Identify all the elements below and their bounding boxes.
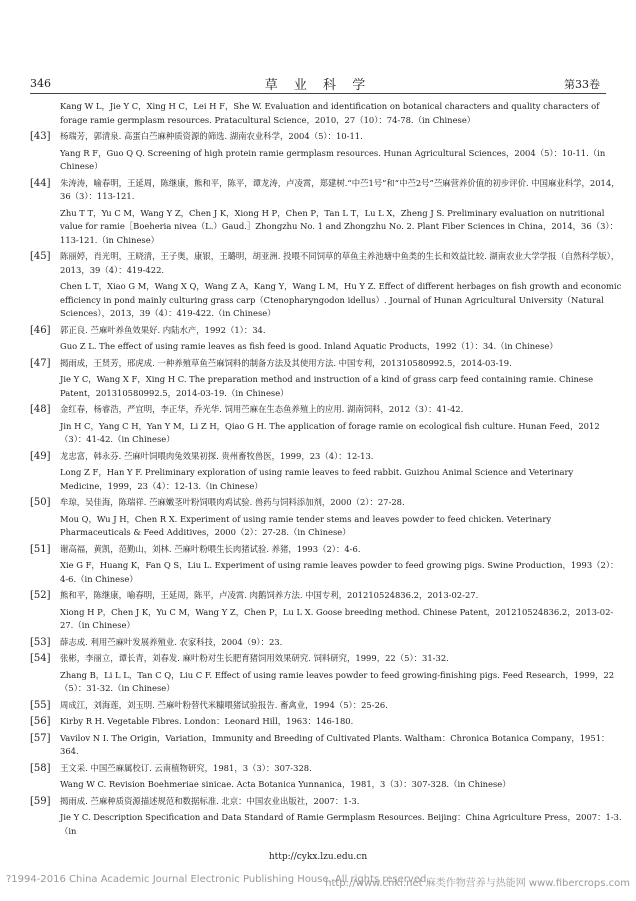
reference-item — [30, 589, 622, 633]
reference-number: [51] — [30, 543, 51, 555]
reference-item — [30, 652, 622, 696]
reference-item — [30, 699, 622, 713]
reference-text-primary: 龙忠富，韩永芬. 苎麻叶饲喂肉兔效果初探. 贵州畜牧兽医，1999，23（4）：12-13. — [60, 450, 374, 461]
reference-text-english: Jie Y C. Description Specification and Data Standard of Ramie Germplasm Resources. Beijing：China Agriculture Press，2007：1-3.（in — [60, 812, 622, 836]
copyright-notice: ?1994-2016 China Academic Journal Electronic Publishing House. All rights reserved. — [6, 874, 430, 885]
reference-item — [30, 715, 622, 729]
page-number: 346 — [30, 77, 51, 90]
reference-number: [56] — [30, 716, 51, 727]
reference-text-primary: 周成江，刘海莲，刘玉明. 苎麻叶粉替代米糠喂猪试验报告. 畜禽业，1994（5）：25-26. — [60, 699, 388, 710]
reference-text-english: Xiong H P，Chen J K，Yu C M，Wang Y Z，Chen P，Lu L X. Goose breeding method. Chinese Patent，201210524836.2，2013-02-27.（in Chinese） — [60, 606, 614, 630]
reference-text-english: Wang W C. Revision Boehmeriae sinicae. Acta Botanica Yunnanica，1981，3（3）：307-328.（in Chinese） — [60, 779, 511, 789]
reference-text-primary: 熊和平，陈继康，喻春明，王延周，陈平，卢凌霄. 肉鹅饲养方法. 中国专利，201210524836.2，2013-02-27. — [60, 590, 479, 600]
reference-text-primary: Kirby R H. Vegetable Fibres. London：Leonard Hill，1963：146-180. — [60, 716, 354, 726]
reference-number: [45] — [30, 251, 51, 262]
journal-title: 草 业 科 学 — [264, 78, 372, 93]
volume-label: 第33卷 — [564, 78, 600, 91]
reference-text-english: Mou Q，Wu J H，Chen R X. Experiment of using ramie tender stems and leaves powder to feed chicken. Veterinary Pharmaceuticals & Feed Additives，2000（2）：27-28.（in Chinese） — [60, 513, 552, 537]
reference-text-english: Yang R F，Guo Q Q. Screening of high protein ramie germplasm resources. Hunan Agricultural Sciences，2004（5）：10-11.（in Chinese） — [60, 147, 606, 171]
reference-item — [30, 543, 622, 587]
reference-text-primary: 朱涛涛，喻春明，王延周，陈继康，熊和平，陈平，谭龙涛，卢凌霄，郑建树.“中苎1号”和“中苎2号”苎麻营养价值的初步评价. 中国麻业科学，2014，36（3）：113-121. — [60, 177, 620, 201]
watermark-link[interactable]: http://www.cnki.net 麻类作物营养与热能网 www.fibercrops.com — [325, 878, 630, 889]
reference-text-primary: 杨瑞芳，郭清泉. 高蛋白苎麻种质资源的筛选. 湖南农业科学，2004（5）：10-11. — [60, 131, 363, 141]
reference-number: [57] — [30, 732, 51, 744]
reference-number: [47] — [30, 357, 51, 369]
reference-number: [58] — [30, 762, 51, 774]
reference-text-primary: 揭雨成. 苎麻种质资源描述规范和数据标准. 北京：中国农业出版社，2007：1-3. — [60, 795, 360, 806]
reference-text-english: Chen L T，Xiao G M，Wang X Q，Wang Z A，Kang Y，Wang L M，Hu Y Z. Effect of different herbages on fish growth and economic efficiency in pond mainly culturing grass carp（Ctenopharyngodon idellus）. Journal of Hunan Agricultural University（Natural Sciences），2013，39（4）：419-422.（in Chinese） — [60, 281, 622, 318]
reference-item — [30, 732, 622, 759]
reference-item — [60, 100, 622, 127]
reference-item — [30, 403, 622, 447]
reference-number: [43] — [30, 131, 51, 142]
reference-item — [30, 795, 622, 839]
reference-text-primary: Kang W L，Jie Y C，Xing H C，Lei H F，She W. Evaluation and identification on botanical characters and quality characters of forage ramie germplasm resources. Pratacultural Science，2010，27（10）：74-78.（in Chinese） — [60, 101, 600, 125]
reference-text-primary: 牟琼，吴佳海，陈瑞祥. 苎麻嫩茎叶粉饲喂肉鸡试验. 兽药与饲料添加剂，2000（2）：27-28. — [60, 497, 405, 507]
reference-text-primary: 张彬，李丽立，谭长青，刘春发. 麻叶粉对生长肥育猪饲用效果研究. 饲料研究，1999，22（5）：31-32. — [60, 653, 449, 663]
reference-text-primary: 薛志成. 利用苎麻叶发展养殖业. 农家科技，2004（9）：23. — [60, 636, 283, 647]
header-rule — [30, 93, 606, 94]
reference-list — [30, 100, 622, 841]
reference-number: [53] — [30, 636, 51, 648]
reference-number: [54] — [30, 653, 51, 664]
reference-text-primary: Vavilov N I. The Origin，Variation，Immunity and Breeding of Cultivated Plants. Waltham：Chronica Botanica Company，1951：364. — [60, 732, 610, 756]
reference-item — [30, 636, 622, 650]
reference-item — [30, 177, 622, 248]
reference-text-primary: 陈丽婷，肖光明，王晓清，王子奥，康银，王璐明，胡亚洲. 投喂不同饲草的草鱼主养池塘中鱼类的生长和效益比较. 湖南农业大学学报（自然科学版），2013，39（4）：419-422. — [60, 251, 620, 275]
reference-item — [30, 762, 622, 792]
reference-number: [50] — [30, 497, 51, 508]
reference-number: [48] — [30, 404, 51, 415]
reference-text-primary: 揭雨成，王贤芳，邢虎成. 一种养殖草鱼苎麻饲料的制备方法及其使用方法. 中国专利，201310580992.5，2014-03-19. — [60, 357, 512, 368]
reference-item — [30, 496, 622, 540]
reference-text-primary: 郭正良. 苎麻叶养鱼效果好. 内陆水产，1992（1）：34. — [60, 324, 266, 335]
reference-text-english: Zhu T T，Yu C M，Wang Y Z，Chen J K，Xiong H P，Chen P，Tan L T，Lu L X，Zheng J S. Preliminary evaluation on nutritional value for ramie［Boeheria nivea（L.）Gaud.］Zhongzhu No. 1 and Zhongzhu No. 2. Plant Fiber Sciences in China，2014，36（3）：113-121.（in Chinese） — [60, 207, 618, 245]
reference-text-english: Jin H C，Yang C H，Yan Y M，Li Z H，Qiao G H. The application of forage ramie on ecological fish culture. Hunan Feed，2012（3）：41-42.（in Chinese） — [60, 420, 600, 444]
reference-text-english: Xie G F，Huang K，Fan Q S，Liu L. Experiment of using ramie leaves powder to feed growing pigs. Swine Production，1993（2）：4-6.（in Chinese） — [60, 560, 619, 584]
reference-number: [44] — [30, 177, 51, 189]
reference-text-primary: 金红春，杨睿浩，严宜明，李正华，乔光华. 饲用苎麻在生态鱼养殖上的应用. 湖南饲料，2012（3）：41-42. — [60, 404, 464, 414]
reference-number: [55] — [30, 699, 51, 711]
reference-item — [30, 450, 622, 494]
reference-number: [49] — [30, 450, 51, 462]
reference-item — [30, 324, 622, 354]
reference-item — [30, 357, 622, 401]
reference-item — [30, 130, 622, 174]
reference-text-english: Long Z F，Han Y F. Preliminary exploration of using ramie leaves to feed rabbit. Guizhou Animal Science and Veterinary Medicine，1999，23（4）：12-13.（in Chinese） — [60, 467, 574, 491]
journal-url[interactable]: http://cykx.lzu.edu.cn — [268, 852, 368, 862]
reference-item — [30, 250, 622, 321]
reference-text-english: Guo Z L. The effect of using ramie leaves as fish feed is good. Inland Aquatic Products，1992（1）：34.（in Chinese） — [60, 341, 558, 351]
reference-number: [52] — [30, 590, 51, 601]
reference-number: [46] — [30, 324, 51, 336]
reference-text-primary: 谢高福，黄凯，范勤山，刘林. 苎麻叶粉喂生长肉猪试验. 养猪，1993（2）：4-6. — [60, 543, 361, 554]
page-header — [0, 0, 636, 94]
reference-text-english: Jie Y C，Wang X F，Xing H C. The preparation method and instruction of a kind of grass carp feed containing ramie. Chinese Patent，201310580992.5，2014-03-19.（in Chinese） — [60, 374, 594, 398]
reference-text-primary: 王文采. 中国苎麻属校订. 云南植物研究，1981，3（3）：307-328. — [60, 762, 312, 773]
reference-text-english: Zhang B，Li L L，Tan C Q，Liu C F. Effect of using ramie leaves powder to feed growing-finishing pigs. Feed Research，1999，22（5）：31-32.（in Chinese） — [60, 669, 615, 693]
reference-number: [59] — [30, 795, 51, 807]
